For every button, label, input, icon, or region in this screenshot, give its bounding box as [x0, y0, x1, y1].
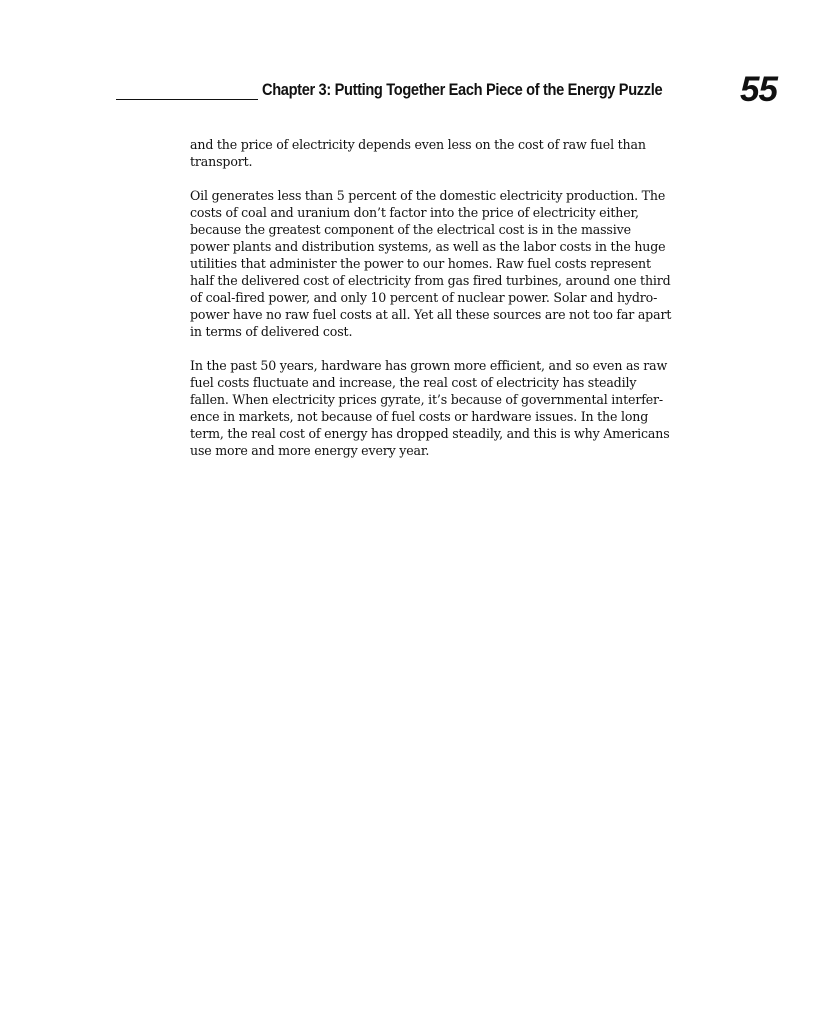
text-line: fuel costs fluctuate and increase, the real cost of electricity has steadily	[190, 375, 637, 390]
header-rule	[116, 99, 258, 100]
text-line: Oil generates less than 5 percent of the domestic electricity production. The	[190, 188, 666, 203]
paragraph	[190, 136, 710, 170]
text-line: ence in markets, not because of fuel costs or hardware issues. In the long	[190, 409, 649, 424]
text-line: and the price of electricity depends even less on the cost of raw fuel than	[190, 137, 646, 152]
text-line: because the greatest component of the electrical cost is in the massive	[190, 222, 631, 237]
page-number: 55	[740, 70, 777, 109]
text-line: power have no raw fuel costs at all. Yet all these sources are not too far apart	[190, 307, 672, 322]
text-line: term, the real cost of energy has dropped steadily, and this is why Americans	[190, 426, 670, 441]
paragraph	[190, 187, 710, 340]
text-line: fallen. When electricity prices gyrate, it’s because of governmental interfer-	[190, 392, 664, 407]
text-line: In the past 50 years, hardware has grown more efficient, and so even as raw	[190, 358, 668, 373]
text-line: transport.	[190, 154, 253, 169]
page-header	[0, 0, 816, 120]
text-line: half the delivered cost of electricity from gas fired turbines, around one third	[190, 273, 671, 288]
text-line: of coal-fired power, and only 10 percent of nuclear power. Solar and hydro-	[190, 290, 658, 305]
text-line: utilities that administer the power to our homes. Raw fuel costs represent	[190, 256, 651, 271]
text-line: use more and more energy every year.	[190, 443, 430, 458]
text-line: in terms of delivered cost.	[190, 324, 353, 339]
paragraph	[190, 357, 710, 459]
text-line: costs of coal and uranium don’t factor into the price of electricity either,	[190, 205, 639, 220]
body-text	[190, 136, 710, 476]
chapter-title: Chapter 3: Putting Together Each Piece of the Energy Puzzle	[262, 80, 663, 99]
text-line: power plants and distribution systems, as well as the labor costs in the huge	[190, 239, 666, 254]
